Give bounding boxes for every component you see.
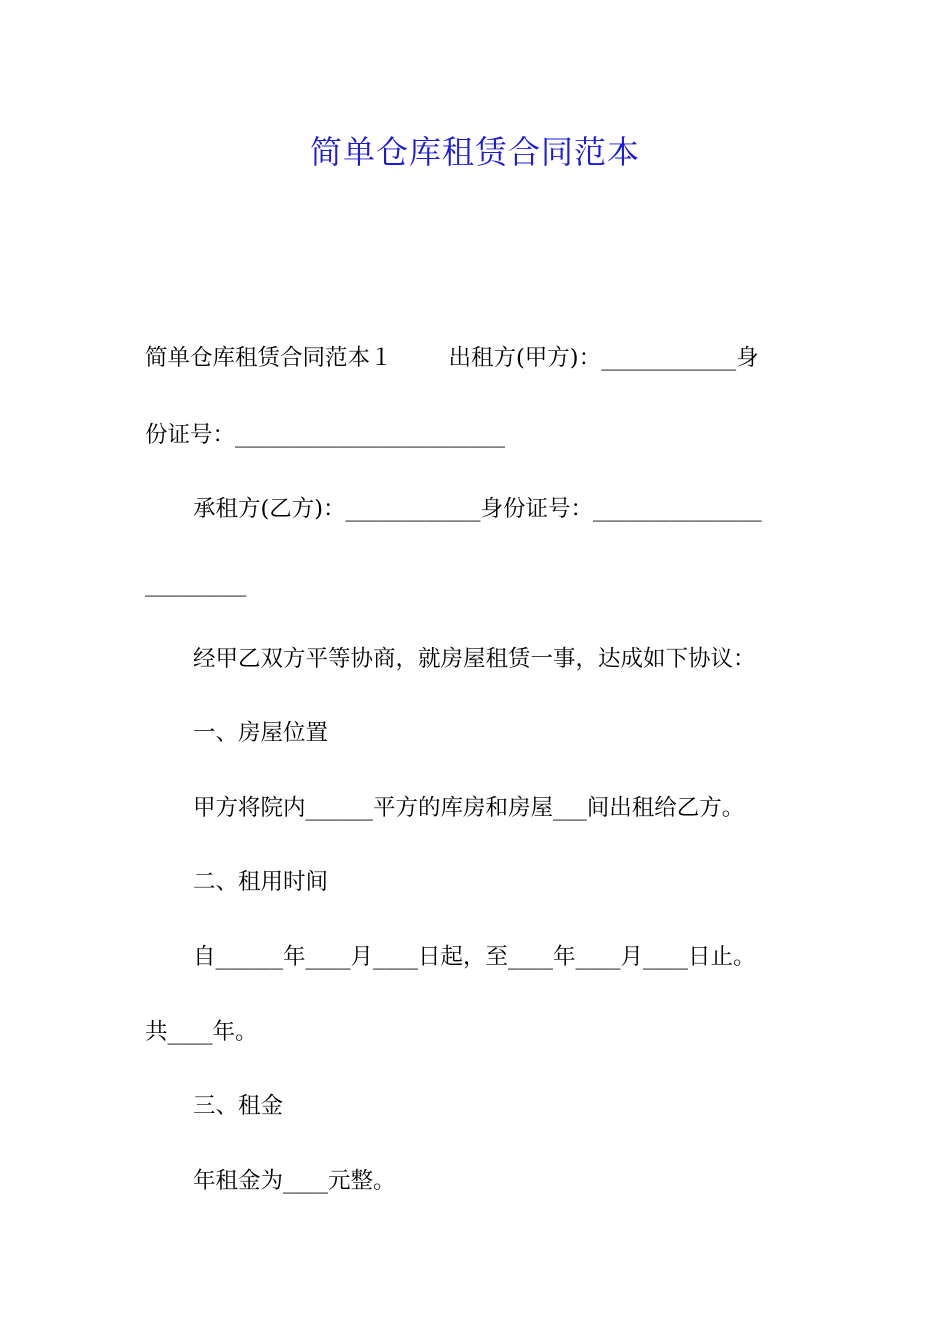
document-title: 简单仓库租赁合同范本 xyxy=(309,133,640,171)
lessor-field: 出租方(甲方)：____________身 xyxy=(448,345,759,371)
section-heading: 简单仓库租赁合同范本１ xyxy=(145,345,393,371)
paragraph-line-rent: 年租金为____元整。 xyxy=(193,1168,396,1194)
paragraph-line-agreement: 经甲乙双方平等协商，就房屋租赁一事，达成如下协议： xyxy=(193,646,756,672)
paragraph-line-location: 甲方将院内______平方的库房和房屋___间出租给乙方。 xyxy=(193,795,745,821)
paragraph-line-blank: _________ xyxy=(145,571,247,597)
paragraph-line-lessee: 承租方(乙方)：____________身份证号：_______________ xyxy=(193,496,762,522)
paragraph-line-term-total: 共____年。 xyxy=(145,1019,258,1045)
section-heading-location: 一、房屋位置 xyxy=(193,720,329,746)
paragraph-line-term: 自______年____月____日起，至____年____月____日止。 xyxy=(193,944,756,970)
paragraph-line-lessor xyxy=(145,343,815,373)
section-heading-term: 二、租用时间 xyxy=(193,869,329,895)
paragraph-line-id-number: 份证号：________________________ xyxy=(145,422,506,448)
section-heading-rent: 三、租金 xyxy=(193,1093,284,1119)
